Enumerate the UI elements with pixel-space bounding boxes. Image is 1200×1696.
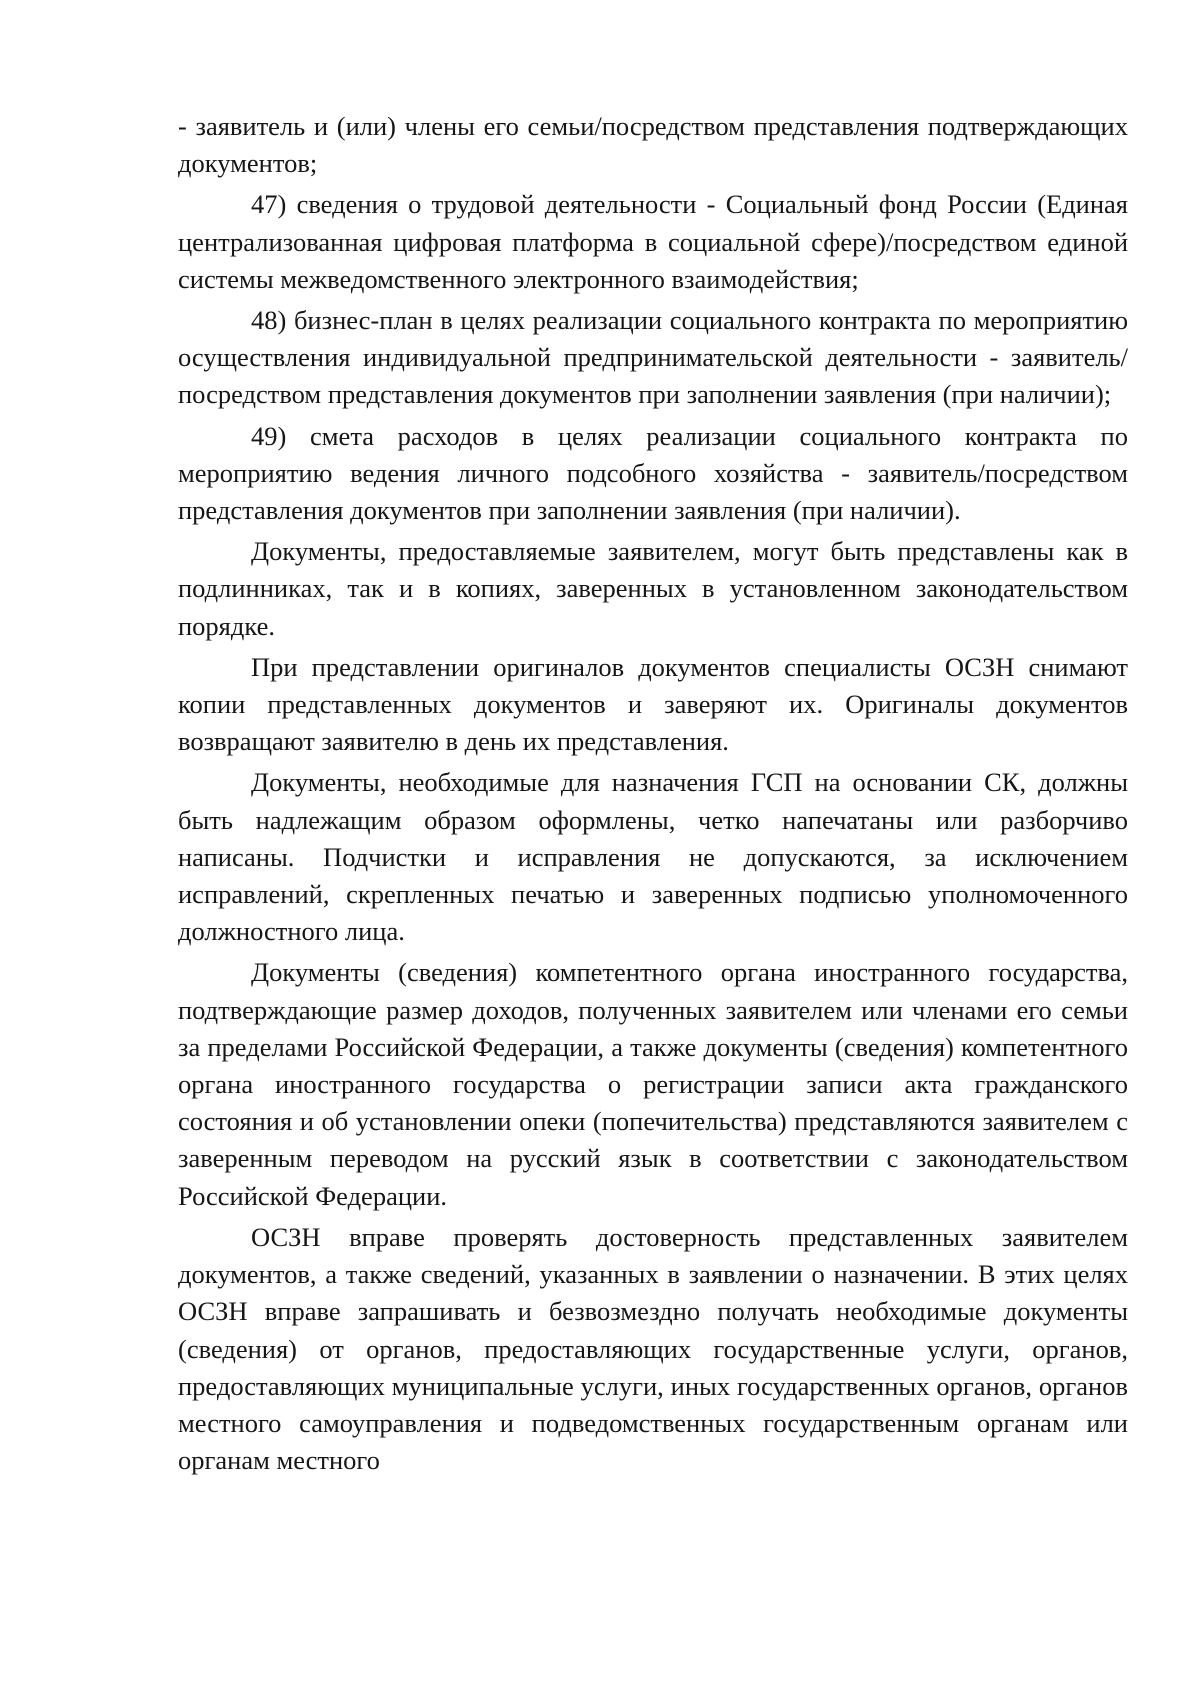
paragraph-originals-presentation: При представлении оригиналов документов специалисты ОСЗН снимают копии представленных документов и заверяют их. Оригиналы документов возвращают заявителю в день их представления.	[178, 651, 1128, 757]
paragraph-foreign-documents: Документы (сведения) компетентного органа иностранного государства, подтверждающие размер доходов, полученных заявителем или членами его семьи за пределами Российской Федерации, а также документы (сведения) компетентного органа иностранного государства о регистрации записи акта гражданского состояния и об установлении опеки (попечительства) представляются заявителем с заверенным переводом на русский язык в соответствии с законодательством Российской Федерации.	[178, 957, 1128, 1211]
paragraph-oszn-verification: ОСЗН вправе проверять достоверность представленных заявителем документов, а также сведений, указанных в заявлении о назначении. В этих целях ОСЗН вправе запрашивать и безвозмездно получать необходимые документы (сведения) от органов, предоставляющих государственные услуги, органов, предоставляющих муниципальные услуги, иных государственных органов, органов местного самоуправления и подведомственных государственным органам или органам местного	[178, 1221, 1128, 1476]
document-page	[178, 108, 1128, 1483]
paragraph-documents-requirements: Документы, необходимые для назначения ГСП на основании СК, должны быть надлежащим образом оформлены, четко напечатаны или разборчиво написаны. Подчистки и исправления не допускаются, за исключением исправлений, скрепленных печатью и заверенных подписью уполномоченного должностного лица.	[178, 767, 1128, 947]
paragraph-item-48: 48) бизнес-план в целях реализации социального контракта по мероприятию осуществления индивидуальной предпринимательской деятельности - заявитель/посредством представления документов при заполнении заявления (при наличии);	[178, 305, 1128, 410]
paragraph-list-item-continuation: - заявитель и (или) члены его семьи/посредством представления подтверждающих документов;	[178, 111, 1128, 179]
paragraph-item-47: 47) сведения о трудовой деятельности - Социальный фонд России (Единая централизованная цифровая платформа в социальной сфере)/посредством единой системы межведомственного электронного взаимодействия;	[178, 189, 1128, 294]
paragraph-item-49: 49) смета расходов в целях реализации социального контракта по мероприятию ведения личного подсобного хозяйства - заявитель/посредством представления документов при заполнении заявления (при наличии).	[178, 420, 1128, 526]
paragraph-documents-originals-copies: Документы, предоставляемые заявителем, могут быть представлены как в подлинниках, так и в копиях, заверенных в установленном законодательством порядке.	[178, 536, 1128, 641]
